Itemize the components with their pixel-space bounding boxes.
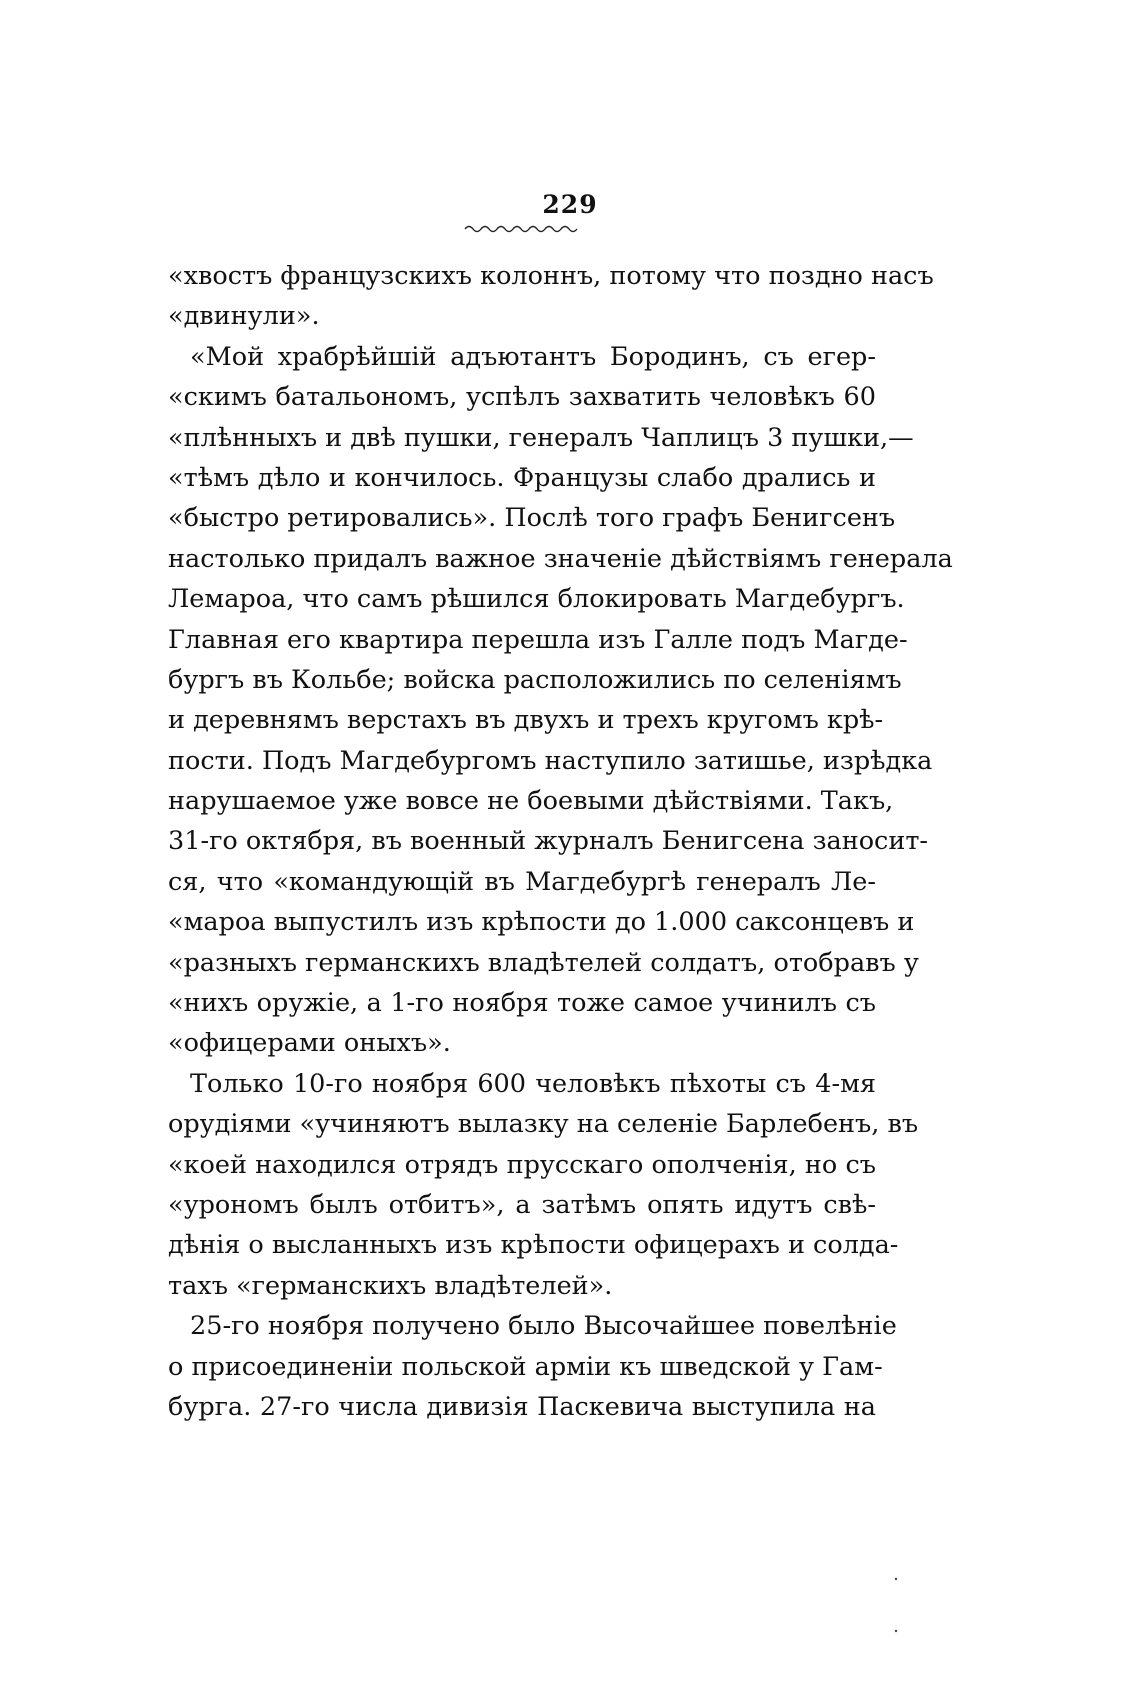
wavy-rule-ornament (463, 220, 583, 234)
text-line: орудіями «учиняютъ вылазку на селеніе Барлебенъ, въ (168, 1109, 919, 1140)
paragraph (168, 1306, 897, 1427)
text-line: пости. Подъ Магдебургомъ наступило затишье, изрѣдка (168, 745, 933, 776)
text-line: 25-го ноября получено было Высочайшее повелѣніе (190, 1311, 897, 1342)
text-line: «быстро ретировались». Послѣ того графъ Бенигсенъ (168, 503, 896, 534)
scan-speck-marks (893, 1575, 899, 1635)
text-line: «Мой храбрѣйшій адъютантъ Бородинъ, съ егер- (190, 341, 876, 372)
text-line: о присоединеніи польской арміи къ шведской у Гам- (168, 1351, 883, 1382)
text-line: тахъ «германскихъ владѣтелей». (168, 1270, 613, 1301)
text-line: «скимъ батальономъ, успѣлъ захватить человѣкъ 60 (168, 382, 876, 413)
text-line: и деревнямъ верстахъ въ двухъ и трехъ кругомъ крѣ- (168, 705, 884, 736)
text-line: Только 10-го ноября 600 человѣкъ пѣхоты съ 4-мя (190, 1068, 876, 1099)
body-text (168, 256, 953, 1427)
text-line: Лемароа, что самъ рѣшился блокировать Магдебургъ. (168, 584, 905, 615)
text-line: «двинули». (168, 301, 320, 332)
text-line: «коей находился отрядъ прусскаго ополченія, но съ (168, 1149, 876, 1180)
text-line: нарушаемое уже вовсе не боевыми дѣйствіями. Такъ, (168, 786, 894, 817)
paragraph (168, 256, 934, 337)
text-line: «мароа выпустилъ изъ крѣпости до 1.000 саксонцевъ и (168, 907, 915, 938)
text-line: 31-го октября, въ военный журналъ Бенигсена заносит- (168, 826, 929, 857)
text-line: ся, что «командующій въ Магдебургѣ генералъ Ле- (168, 866, 876, 897)
text-line: дѣнія о высланныхъ изъ крѣпости офицерахъ и солда- (168, 1230, 899, 1261)
text-line: бурга. 27-го числа дивизія Паскевича выступила на (168, 1391, 876, 1422)
page-number: 229 (542, 190, 598, 219)
text-line: «нихъ оружіе, а 1-го ноября тоже самое учинилъ съ (168, 988, 876, 1019)
text-line: «хвостъ французскихъ колоннъ, потому что поздно насъ (168, 261, 934, 291)
text-line: «плѣнныхъ и двѣ пушки, генералъ Чаплицъ 3 пушки,— (168, 422, 914, 453)
text-line: «разныхъ германскихъ владѣтелей солдатъ, отобравъ у (168, 947, 919, 978)
text-line: «офицерами оныхъ». (168, 1028, 451, 1059)
text-line: настолько придалъ важное значеніе дѣйствіямъ генерала (168, 543, 953, 574)
text-line: «урономъ былъ отбитъ», а затѣмъ опять идутъ свѣ- (168, 1189, 876, 1220)
paragraph (168, 1064, 919, 1306)
text-line: «тѣмъ дѣло и кончилось. Французы слабо дрались и (168, 462, 876, 493)
paragraph (168, 337, 953, 1064)
text-line: Главная его квартира перешла изъ Галле подъ Магде- (168, 624, 908, 655)
text-line: бургъ въ Кольбе; войска расположились по селеніямъ (168, 664, 902, 695)
